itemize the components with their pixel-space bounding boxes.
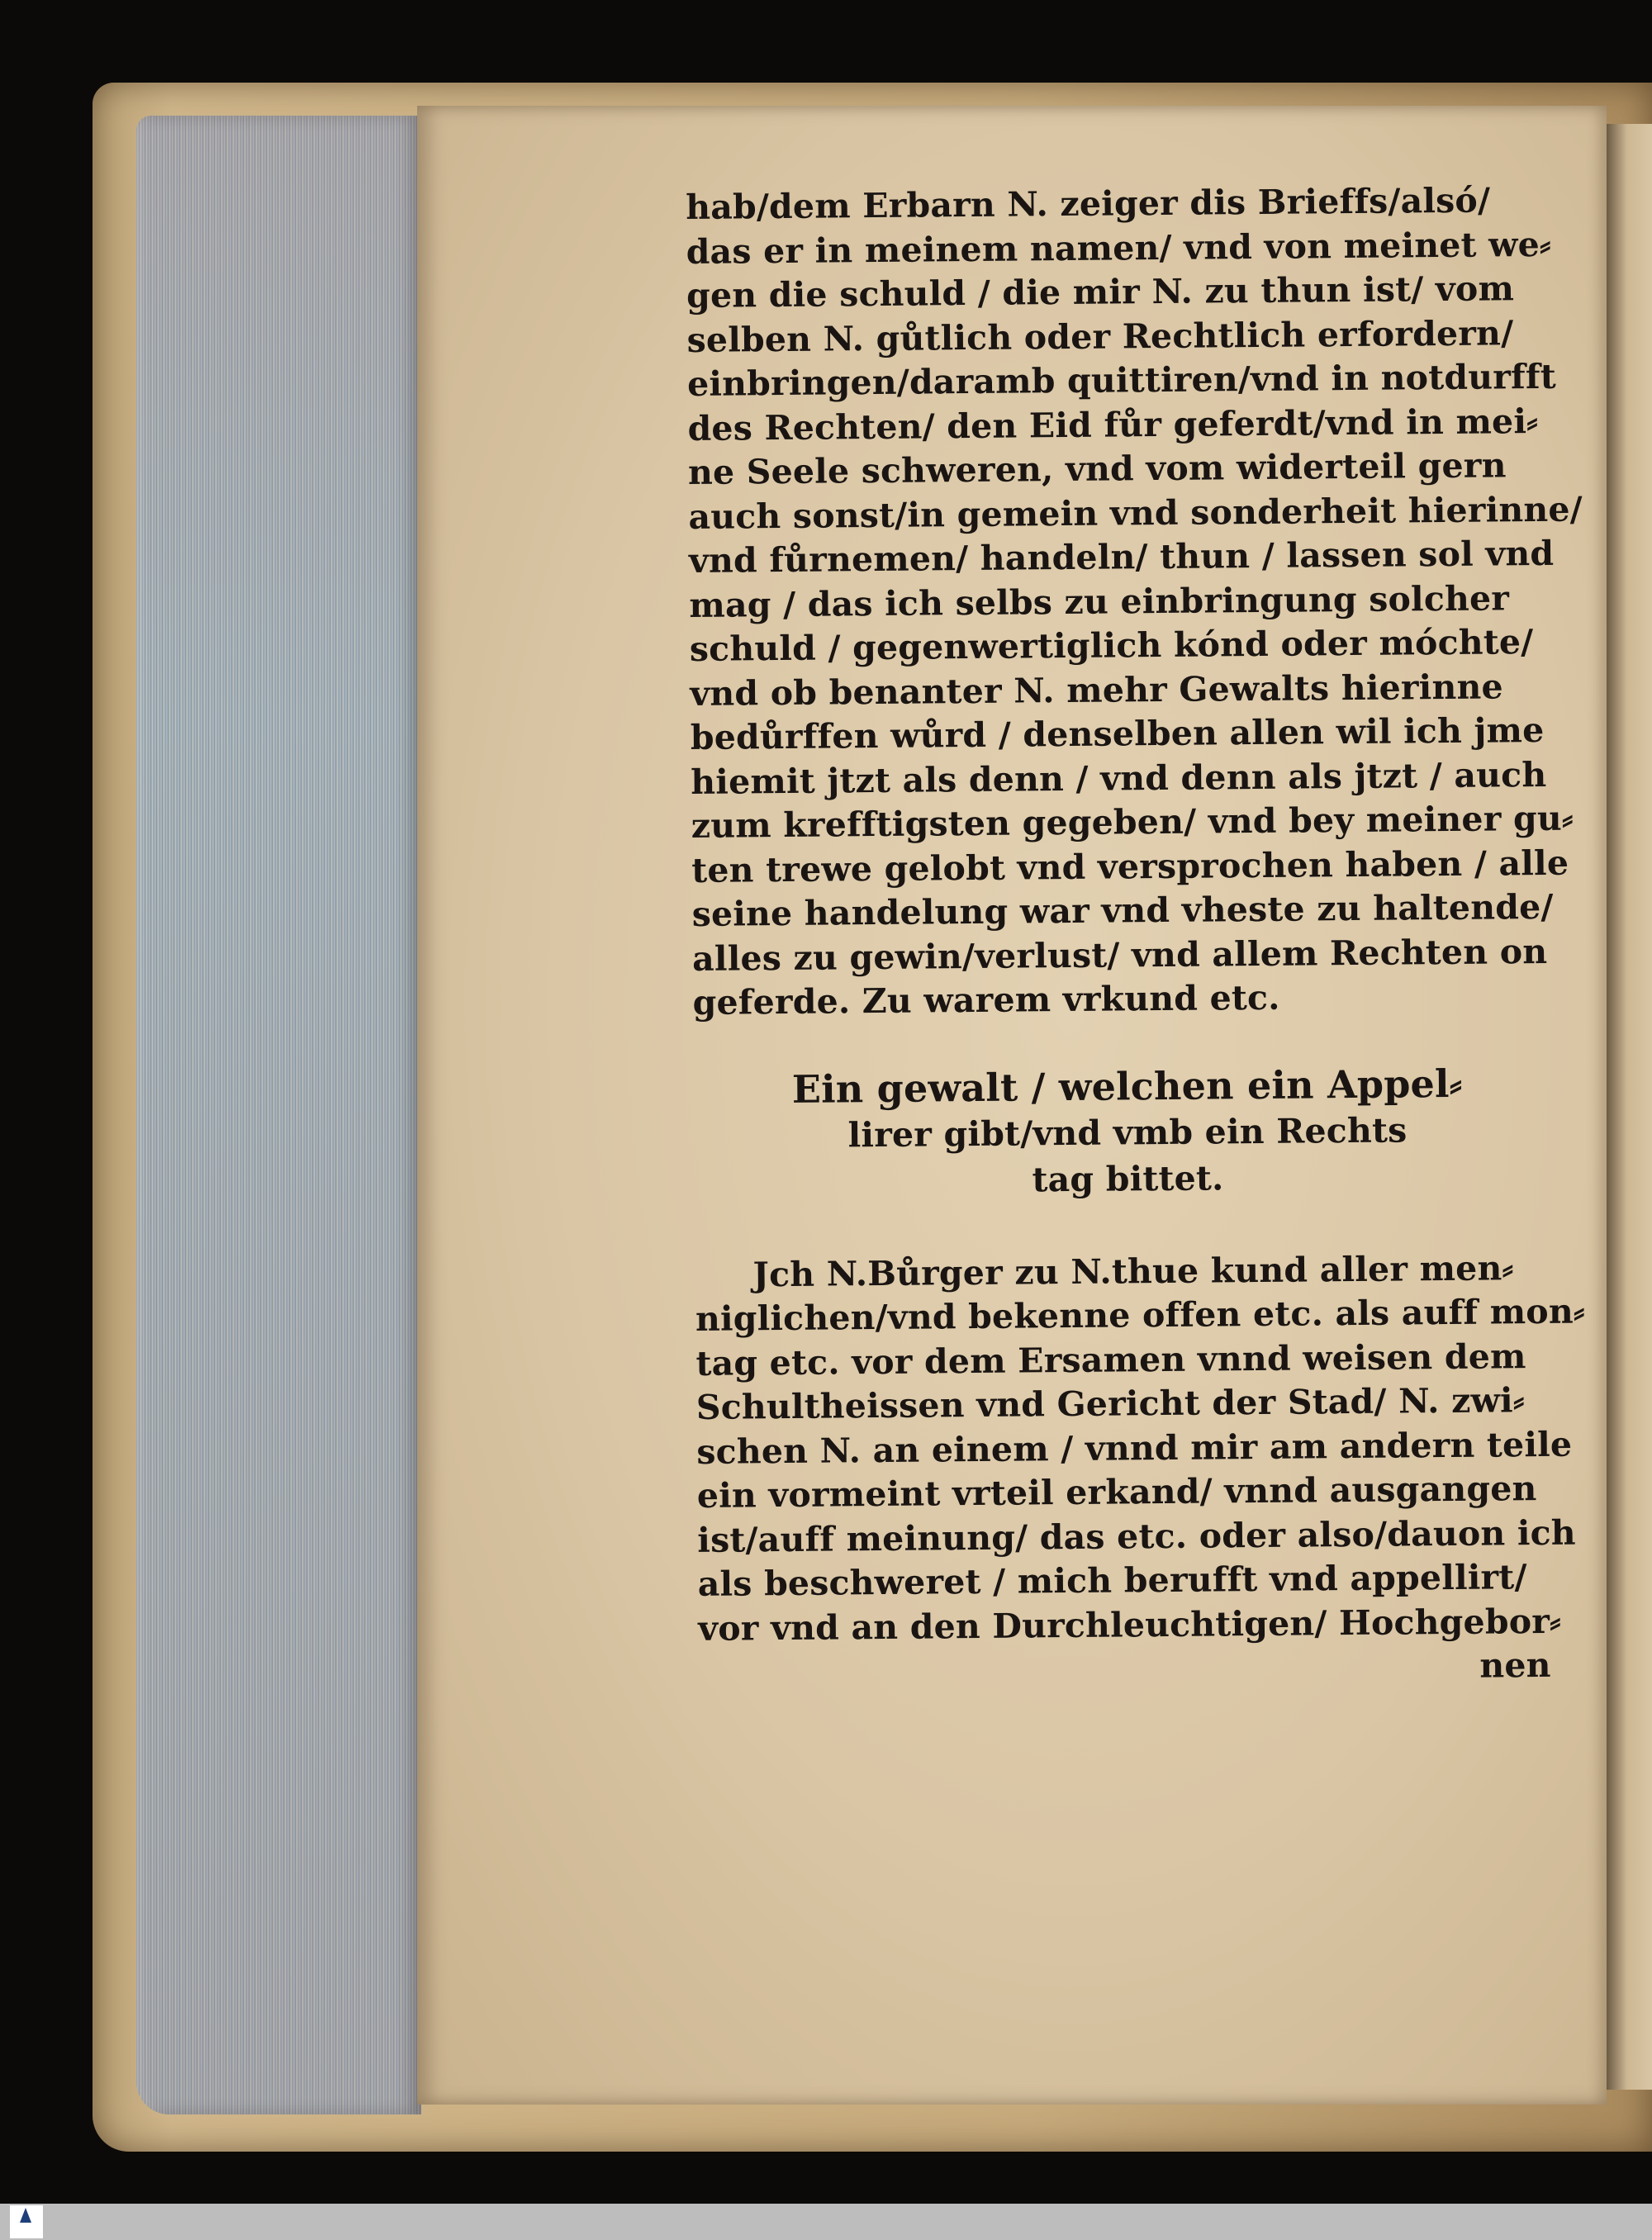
heading-line: tag bittet. [1032, 1157, 1224, 1199]
heading-line: Ein gewalt / welchen ein Appel⸗ [791, 1061, 1463, 1112]
text-line: auch sonst/in gemein vnd sonderheit hierinne/ [688, 489, 1583, 537]
page-edges [136, 116, 421, 2114]
text-line: mag / das ich selbs zu einbringung solcher [689, 577, 1510, 625]
text-line: Schultheissen vnd Gericht der Stad/ N. zwi⸗ [695, 1380, 1525, 1427]
text-line: seine handelung war vnd vheste zu haltende/ [691, 886, 1554, 934]
viewer-footer-bar [0, 2204, 1652, 2240]
text-line: ne Seele schweren, vnd vom widerteil gern [687, 445, 1507, 492]
text-line: des Rechten/ den Eid fůr geferdt/vnd in mei⸗ [687, 401, 1539, 448]
text-line: Jch N.Bůrger zu N.thue kund aller men⸗ [752, 1247, 1514, 1294]
page-text [686, 178, 1585, 1696]
section-heading [693, 1059, 1561, 1205]
library-logo-icon [10, 2205, 43, 2238]
heading-line: lirer gibt/vnd vmb ein Rechts [847, 1109, 1408, 1155]
text-line: ein vormeint vrteil erkand/ vnnd ausgangen [696, 1469, 1537, 1516]
text-line: ten trewe gelobt vnd versprochen haben / alle [691, 842, 1569, 890]
text-line: ist/auff meinung/ das etc. oder also/dauon ich [697, 1512, 1577, 1560]
text-line: schuld / gegenwertiglich kónd oder móchte/ [689, 622, 1534, 669]
text-line: vor vnd an den Durchleuchtigen/ Hochgebor⸗ [698, 1601, 1562, 1649]
text-line: bedůrffen wůrd / denselben allen wil ich jme [690, 709, 1545, 757]
text-line: schen N. an einem / vnnd mir am andern teile [696, 1424, 1573, 1472]
text-line: gen die schuld / die mir N. zu thun ist/ vom [686, 268, 1515, 316]
text-line: geferde. Zu warem vrkund etc. [692, 977, 1280, 1023]
text-line: vnd fůrnemen/ handeln/ thun / lassen sol vnd [688, 533, 1555, 581]
text-line: hiemit jtzt als denn / vnd denn als jtzt / auch [691, 754, 1547, 802]
catchword: nen [1479, 1644, 1551, 1686]
paragraph-2 [695, 1246, 1585, 1695]
text-line: als beschweret / mich berufft vnd appellirt/ [697, 1557, 1527, 1604]
text-line: niglichen/vnd bekenne offen etc. als auff mon⸗ [695, 1291, 1585, 1339]
text-line: tag etc. vor dem Ersamen vnnd weisen dem [695, 1336, 1526, 1383]
text-line: vnd ob benanter N. mehr Gewalts hierinne [690, 666, 1503, 714]
text-line: hab/dem Erbarn N. zeiger dis Brieffs/alsó/ [686, 180, 1491, 227]
paragraph-1 [686, 178, 1583, 1026]
text-line: alles zu gewin/verlust/ vnd allem Rechten on [691, 931, 1548, 979]
text-line: zum krefftigsten gegeben/ vnd bey meiner gu⸗ [691, 798, 1574, 846]
text-line: selben N. gůtlich oder Rechtlich erfordern/ [686, 312, 1514, 360]
facing-page-edge [1607, 124, 1652, 2090]
text-line: einbringen/daramb quittiren/vnd in notdurfft [686, 356, 1557, 404]
logo-mark [20, 2208, 31, 2223]
text-line: das er in meinem namen/ vnd von meinet we⸗ [686, 224, 1551, 272]
